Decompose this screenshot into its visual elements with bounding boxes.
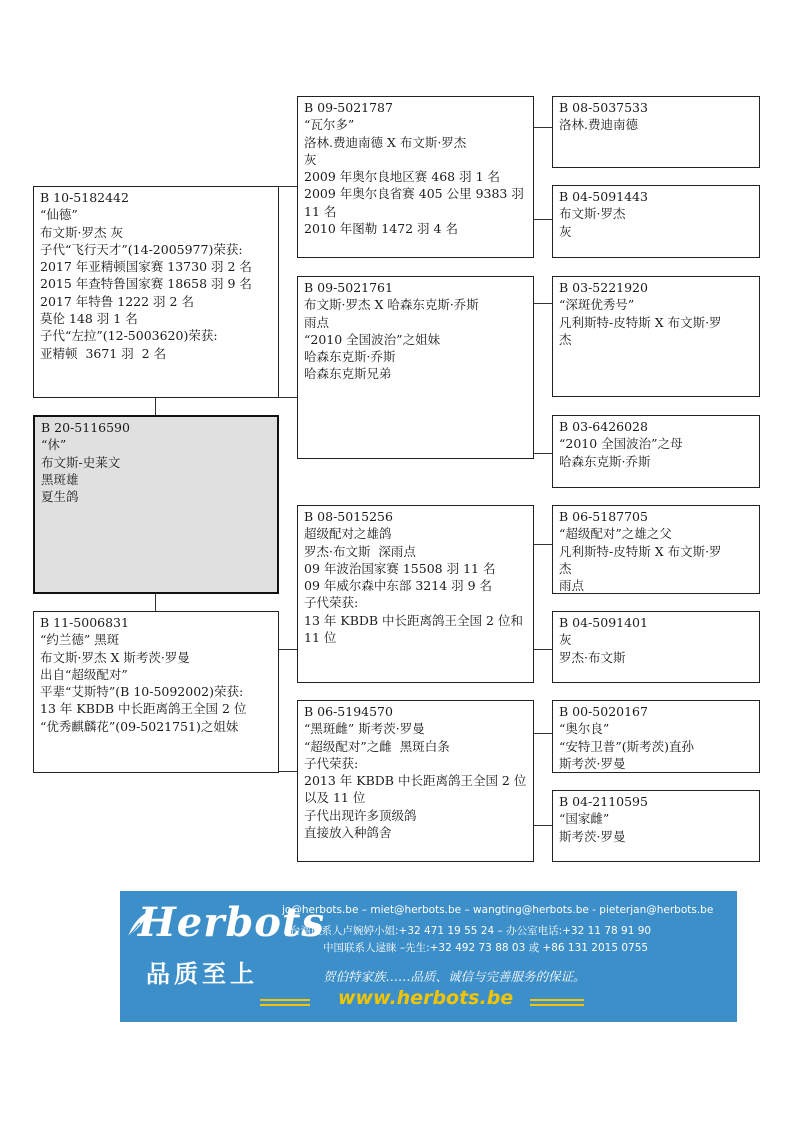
sire-card [33,186,279,398]
card-line: 雨点 [304,314,330,330]
card-line: 子代“左拉”(12-5003620)荣获: [40,328,218,344]
email-list[interactable]: jo@herbots.be – miet@herbots.be – wangting@herbots.be - pieterjan@herbots.be [282,904,714,916]
connector-line [279,397,297,398]
connector-line [534,303,552,304]
pigeon-name: “深斑优秀号” [559,297,635,313]
dd-dam-card [552,790,760,862]
ds-dam-card [552,611,760,683]
subject-pigeon-card [33,415,279,594]
ring-number: B 10-5182442 [40,190,129,205]
ring-number: B 11-5006831 [40,615,129,630]
card-line: “超级配对”之雌 黑斑白条 [304,738,450,754]
ring-number: B 00-5020167 [559,704,648,719]
card-line: 夏生鸽 [41,489,79,505]
card-line: 罗杰·布文斯 深雨点 [304,543,416,559]
card-line: 出自“超级配对” [40,666,128,682]
card-line: 哈森东克斯·乔斯 [559,453,651,469]
ring-number: B 09-5021761 [304,280,393,295]
pigeon-name: “约兰德” 黑斑 [40,632,120,648]
ss-sire-card [552,96,760,168]
herbots-banner [120,891,737,1022]
connector-line [534,649,552,650]
divider-line-left [260,1004,310,1006]
card-line: 布文斯-史莱文 [41,454,121,470]
card-line: 杰 [559,560,572,576]
card-line: 哈森东克斯·乔斯 [304,349,396,365]
pigeon-name: “瓦尔多” [304,117,355,133]
card-line: “2010 全国波治”之母 [559,436,683,452]
card-line: 莫伦 148 羽 1 名 [40,311,138,327]
card-line: 哈森东克斯兄弟 [304,366,392,382]
ring-number: B 06-5187705 [559,509,648,524]
sire-dam-card [297,276,534,459]
card-line: 凡利斯特-皮特斯 X 布文斯·罗 [559,543,722,559]
tagline: 贺伯特家族……品质、诚信与完善服务的保证。 [323,969,586,984]
card-line: 2009 年奥尔良地区赛 468 羽 1 名 [304,169,500,185]
website-link[interactable]: www.herbots.be [338,987,514,1009]
dam-card [33,611,279,773]
card-line: 以及 11 位 [304,790,366,806]
card-line: 13 年 KBDB 中长距离鸽王全国 2 位和 [304,612,523,628]
ring-number: B 09-5021787 [304,100,393,115]
ring-number: B 04-5091401 [559,615,648,630]
sd-dam-card [552,415,760,488]
card-line: 洛林.费迪南德 [559,117,638,133]
herbots-logo: Herbots [138,899,325,946]
pigeon-name: “奥尔良” [559,721,610,737]
ring-number: B 03-5221920 [559,280,648,295]
taiwan-contact: 台湾联系人卢婉婷小姐:+32 471 19 55 24 – 办公室电话:+32 11 78 91 90 [290,925,652,937]
card-line: “超级配对”之雄之父 [559,526,672,542]
card-line: “2010 全国波治”之姐妹 [304,331,441,347]
dam-sire-card [297,505,534,683]
ring-number: B 20-5116590 [41,420,130,435]
divider-line-left [260,999,310,1001]
connector-line [534,127,552,128]
connector-line [534,544,552,545]
card-line: 2010 年图勒 1472 羽 4 名 [304,221,458,237]
card-line: 灰 [559,632,572,648]
card-line: 斯考茨·罗曼 [559,828,626,844]
ring-number: B 06-5194570 [304,704,393,719]
card-line: 雨点 [559,578,585,594]
card-line: 子代荣获: [304,595,359,611]
sire-sire-card [297,96,534,258]
card-line: 子代“飞行天才”(14-2005977)荣获: [40,241,243,257]
card-line: 布文斯·罗杰 灰 [40,224,123,240]
card-line: 罗杰·布文斯 [559,649,626,665]
card-line: 黑斑雄 [41,471,79,487]
card-line: 超级配对之雄鸽 [304,526,392,542]
card-line: 亚精顿 3671 羽 2 名 [40,345,167,361]
card-line: 09 年波治国家赛 15508 羽 11 名 [304,560,496,576]
card-line: 凡利斯特-皮特斯 X 布文斯·罗 [559,314,722,330]
connector-line [534,825,552,826]
card-line: “黑斑雌” 斯考茨·罗曼 [304,721,425,737]
card-line: 平辈“艾斯特”(B 10-5092002)荣获: [40,684,244,700]
card-line: 布文斯·罗杰 [559,206,626,222]
dam-dam-card [297,700,534,862]
connector-line [155,594,156,611]
china-contact: 中国联系人逯睐 –先生:+32 492 73 88 03 或 +86 131 2015 0755 [323,942,649,954]
pigeon-name: “仙德” [40,207,78,223]
pigeon-name: “国家雌” [559,811,610,827]
slogan: 品质至上 [146,960,258,988]
ring-number: B 04-5091443 [559,189,648,204]
card-line: 直接放入种鸽舍 [304,825,392,841]
pigeon-name: “休” [41,437,67,453]
card-line: 11 名 [304,203,337,219]
divider-line-right [530,999,584,1001]
card-line: 子代荣获: [304,755,359,771]
ds-sire-card [552,505,760,594]
card-line: 杰 [559,331,572,347]
card-line: 灰 [304,151,317,167]
card-line: 2009 年奥尔良省赛 405 公里 9383 羽 [304,186,524,202]
connector-line [534,733,552,734]
ring-number: B 03-6426028 [559,419,648,434]
card-line: 2017 年亚精顿国家赛 13730 羽 2 名 [40,259,252,275]
connector-line [534,453,552,454]
dd-sire-card [552,700,760,773]
card-line: 2015 年查特鲁国家赛 18658 羽 9 名 [40,276,252,292]
card-line: 11 位 [304,630,337,646]
connector-line [279,649,297,650]
card-line: 洛林.费迪南德 X 布文斯·罗杰 [304,134,467,150]
card-line: “优秀麒麟花”(09-5021751)之姐妹 [40,718,239,734]
connector-line [155,398,156,415]
sd-sire-card [552,276,760,397]
ss-dam-card [552,185,760,258]
card-line: 09 年威尔森中东部 3214 羽 9 名 [304,578,493,594]
card-line: 布文斯·罗杰 X 哈森东克斯·乔斯 [304,297,479,313]
ring-number: B 04-2110595 [559,794,648,809]
connector-line [279,771,297,772]
ring-number: B 08-5015256 [304,509,393,524]
card-line: 2013 年 KBDB 中长距离鸽王全国 2 位 [304,773,527,789]
card-line: “安特卫普”(斯考茨)直孙 [559,738,695,754]
connector-line [534,219,552,220]
card-line: 13 年 KBDB 中长距离鸽王全国 2 位 [40,701,247,717]
card-line: 子代出现许多顶级鸽 [304,807,417,823]
card-line: 灰 [559,223,572,239]
card-line: 斯考茨·罗曼 [559,755,626,771]
ring-number: B 08-5037533 [559,100,648,115]
divider-line-right [530,1004,584,1006]
connector-line [279,186,297,187]
card-line: 2017 年特鲁 1222 羽 2 名 [40,293,194,309]
card-line: 布文斯·罗杰 X 斯考茨·罗曼 [40,649,190,665]
